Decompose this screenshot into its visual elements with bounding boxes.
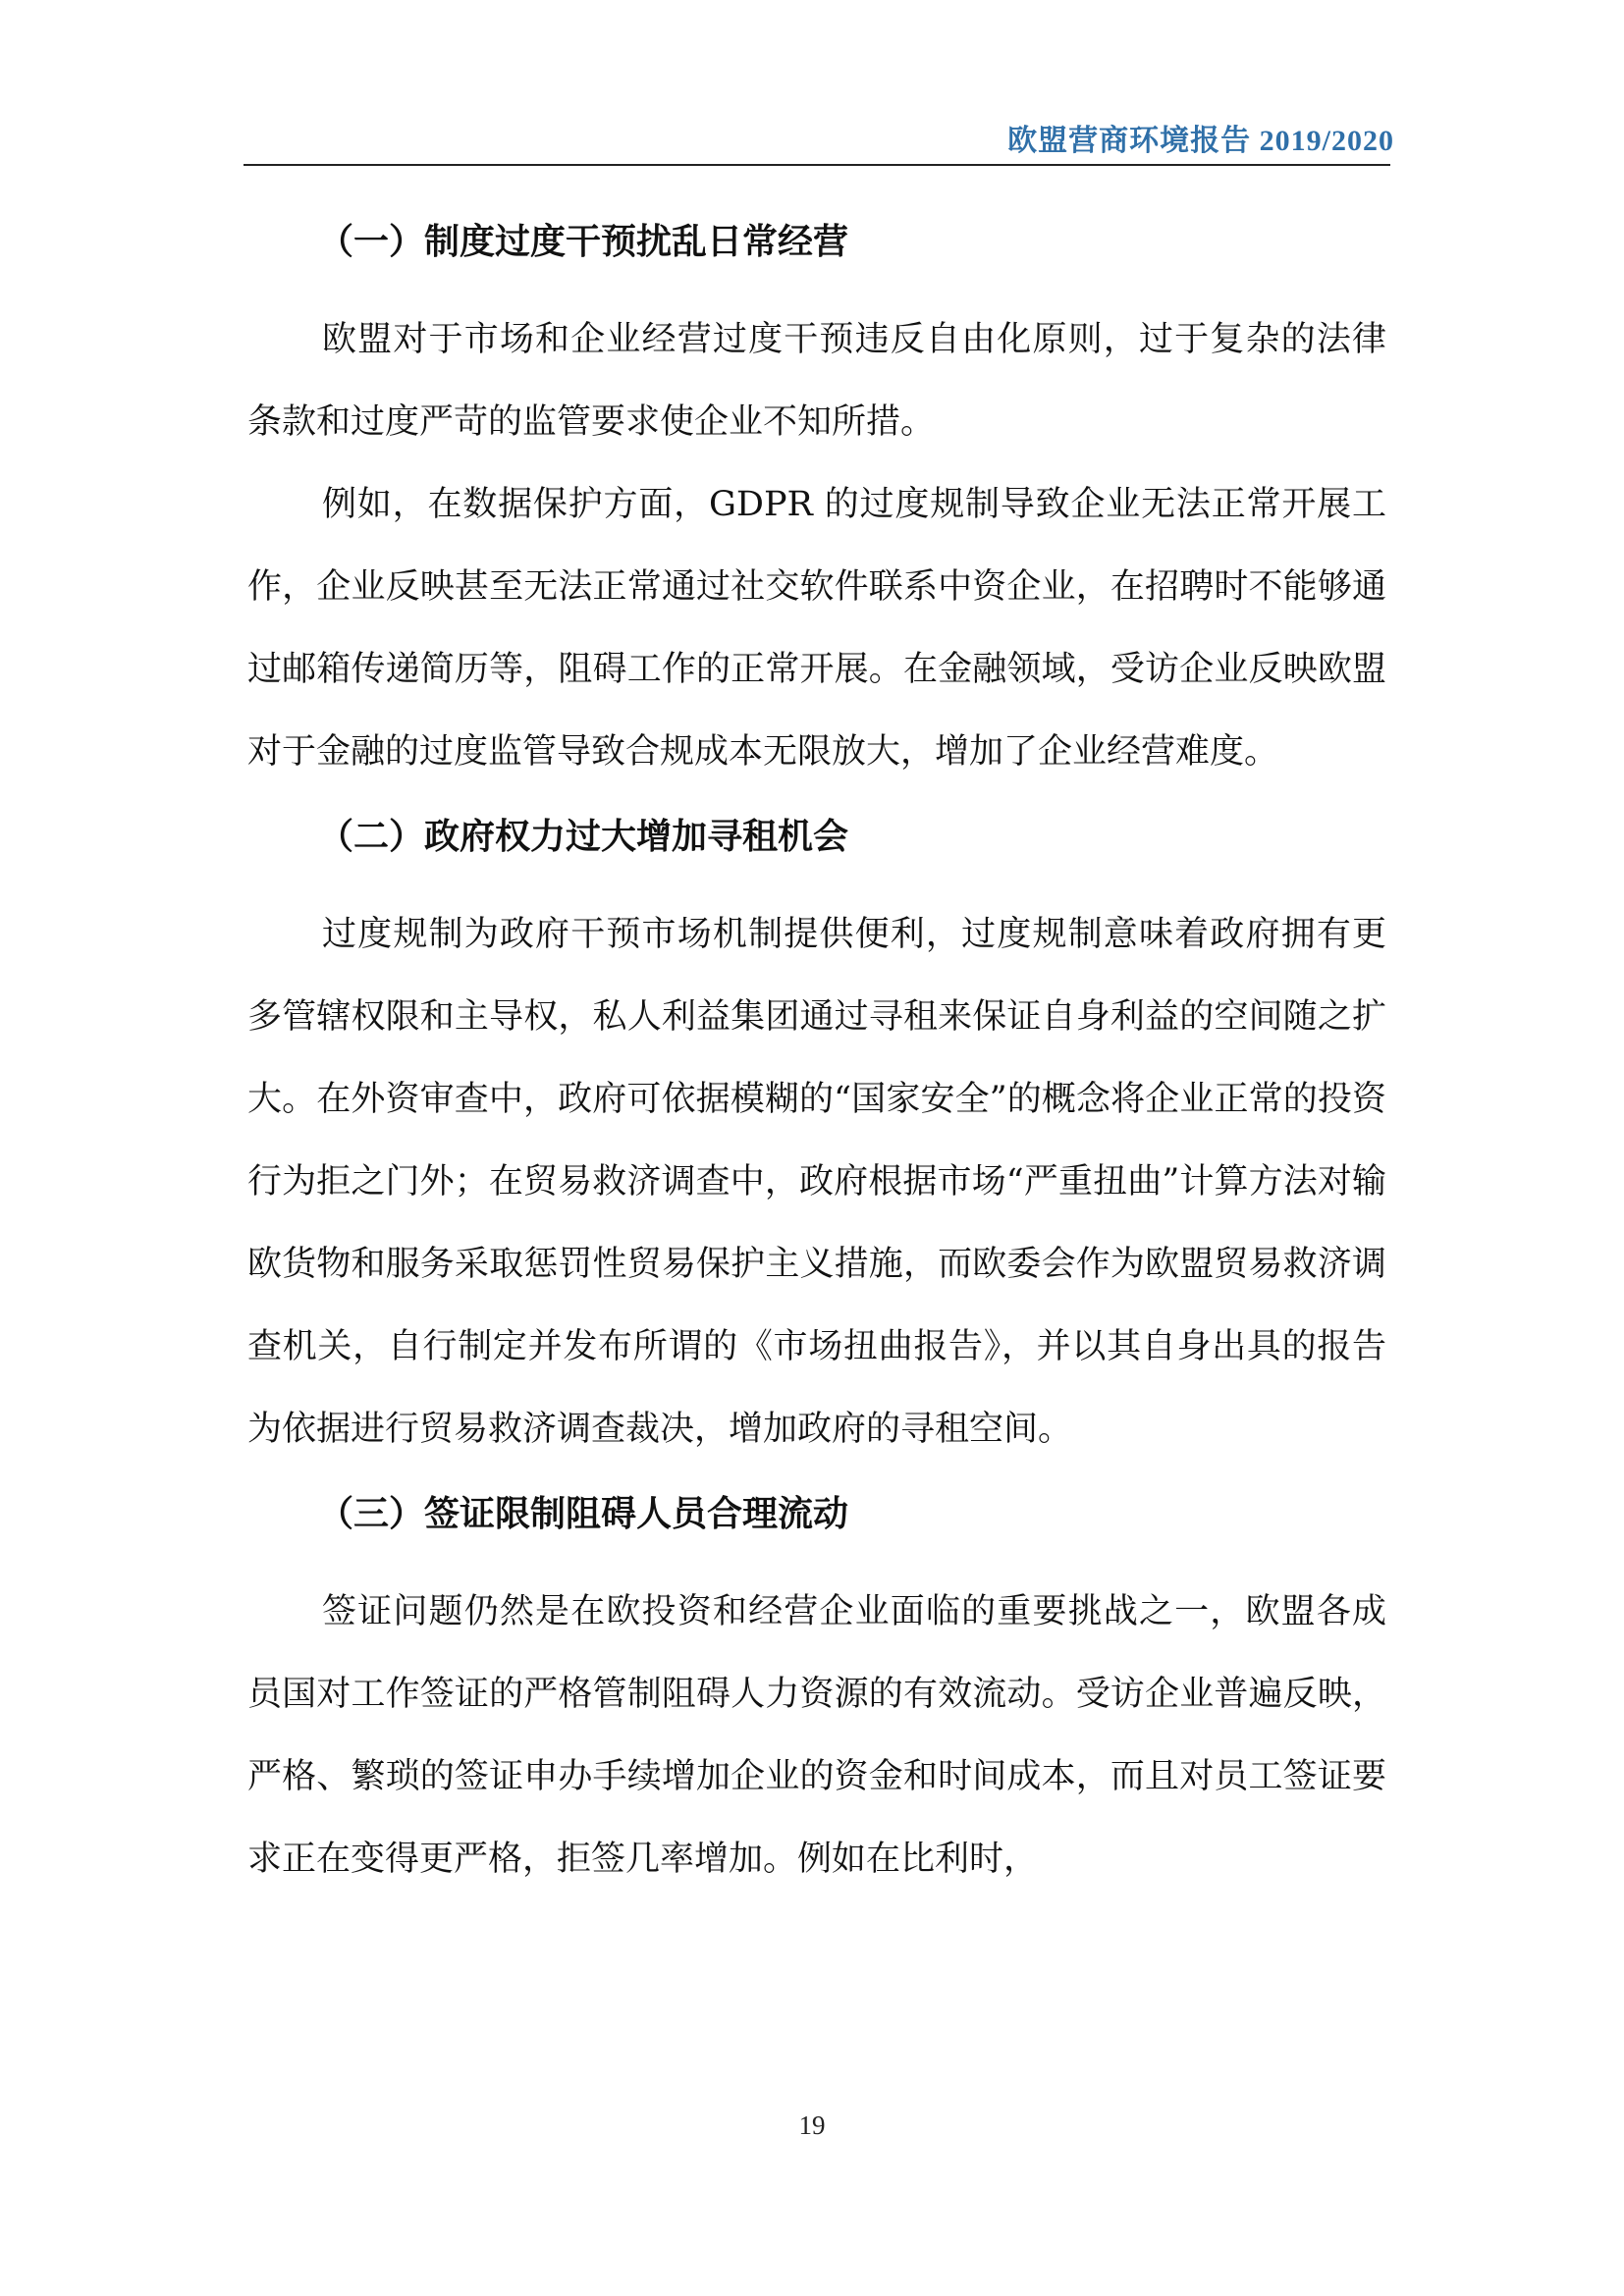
running-header: 欧盟营商环境报告 2019/2020 <box>1007 125 1394 157</box>
paragraph: 例如，在数据保护方面，GDPR 的过度规制导致企业无法正常开展工作，企业反映甚至无法正常通过社交软件联系中资企业，在招聘时不能够通过邮箱传递简历等，阻碍工作的正常开展。在金融领域，受访企业反映欧盟对于金融的过度监管导致合规成本无限放大，增加了企业经营难度。 <box>247 485 1386 772</box>
paragraph: 签证问题仍然是在欧投资和经营企业面临的重要挑战之一，欧盟各成员国对工作签证的严格管制阻碍人力资源的有效流动。受访企业普遍反映，严格、繁琐的签证申办手续增加企业的资金和时间成本，而且对员工签证要求正在变得更严格，拒签几率增加。例如在比利时， <box>247 1592 1386 1879</box>
page-body <box>247 214 1386 1900</box>
section-heading-3: （三）签证限制阻碍人员合理流动 <box>318 1493 849 1534</box>
paragraph: 欧盟对于市场和企业经营过度干预违反自由化原则，过于复杂的法律条款和过度严苛的监管要求使企业不知所措。 <box>247 320 1386 442</box>
section-heading-2: （二）政府权力过大增加寻租机会 <box>318 816 849 857</box>
page-number: 19 <box>798 2110 826 2140</box>
paragraph: 过度规制为政府干预市场机制提供便利，过度规制意味着政府拥有更多管辖权限和主导权，私人利益集团通过寻租来保证自身利益的空间随之扩大。在外资审查中，政府可依据模糊的“国家安全”的概念将企业正常的投资行为拒之门外；在贸易救济调查中，政府根据市场“严重扭曲”计算方法对输欧货物和服务采取惩罚性贸易保护主义措施，而欧委会作为欧盟贸易救济调查机关，自行制定并发布所谓的《市场扭曲报告》，并以其自身出具的报告为依据进行贸易救济调查裁决，增加政府的寻租空间。 <box>247 915 1386 1449</box>
section-heading-1: （一）制度过度干预扰乱日常经营 <box>318 221 849 262</box>
header-rule <box>244 164 1390 166</box>
